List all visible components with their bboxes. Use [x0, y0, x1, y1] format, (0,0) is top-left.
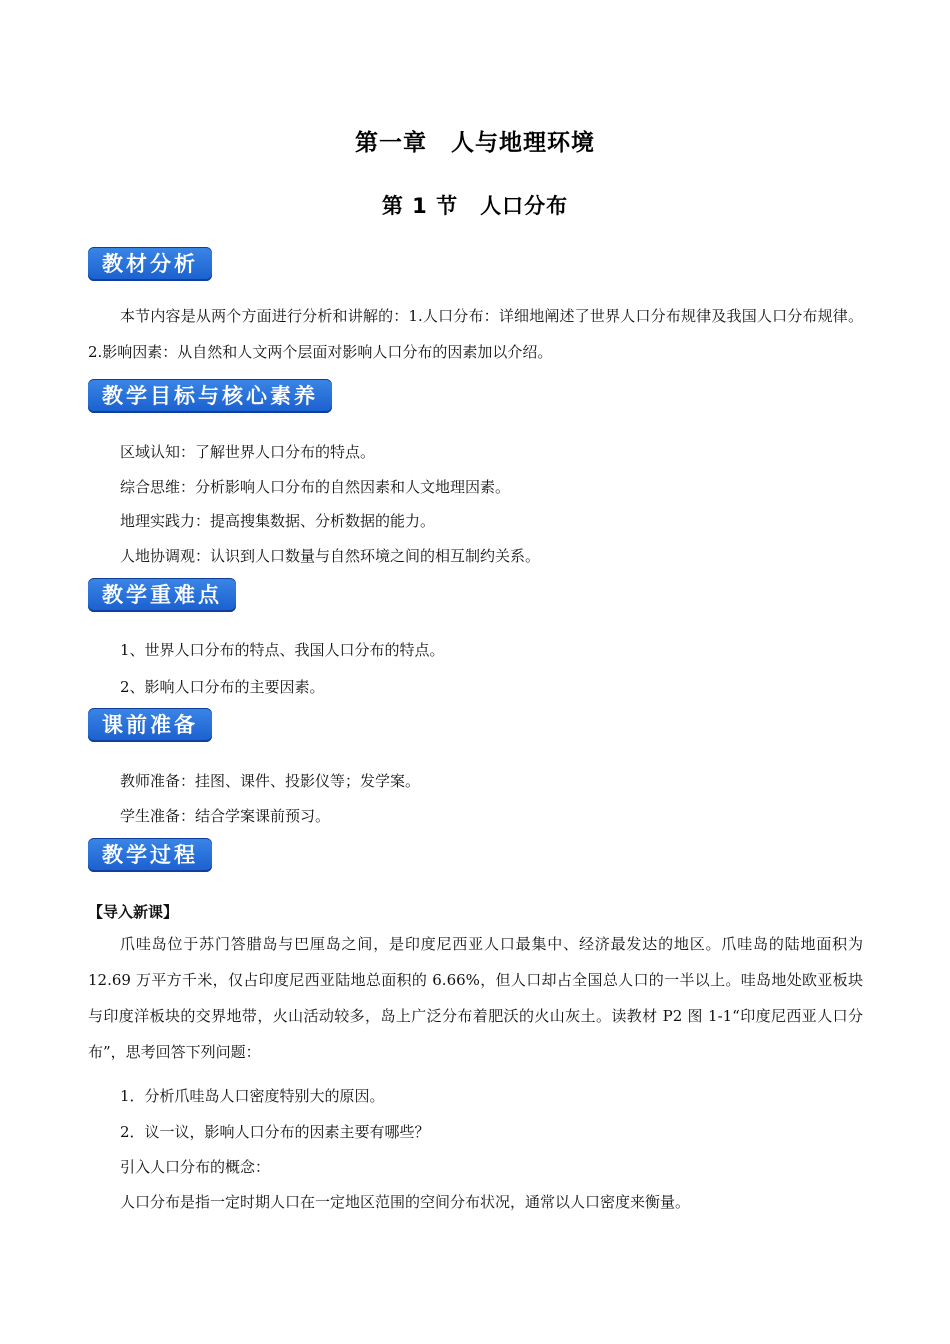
question-item: 1．分析爪哇岛人口密度特别大的原因。	[120, 1087, 385, 1105]
badge-process: 教学过程	[88, 838, 212, 872]
keypoint-item: 1、世界人口分布的特点、我国人口分布的特点。	[120, 641, 445, 659]
definition-text: 人口分布是指一定时期人口在一定地区范围的空间分布状况，通常以人口密度来衡量。	[120, 1193, 691, 1211]
keypoint-item: 2、影响人口分布的主要因素。	[120, 678, 325, 696]
lead-text: 引入人口分布的概念：	[120, 1158, 271, 1176]
section-title: 第 1 节 人口分布	[381, 194, 569, 218]
process-heading: 【导入新课】	[88, 903, 179, 921]
preparation-item: 教师准备：挂图、课件、投影仪等；发学案。	[120, 772, 421, 790]
badge-keypoints: 教学重难点	[88, 578, 236, 612]
badge-preparation: 课前准备	[88, 708, 212, 742]
analysis-paragraph: 本节内容是从两个方面进行分析和讲解的：1.人口分布：详细地阐述了世界人口分布规律及我国人口分布规律。2.影响因素：从自然和人文两个层面对影响人口分布的因素加以介绍。	[88, 307, 863, 361]
objective-item: 区域认知：了解世界人口分布的特点。	[120, 443, 376, 461]
process-intro-paragraph: 爪哇岛位于苏门答腊岛与巴厘岛之间，是印度尼西亚人口最集中、经济最发达的地区。爪哇岛的陆地面积为 12.69 万平方千米，仅占印度尼西亚陆地总面积的 6.66%，但人口却占全国总人口的一半以上。哇岛地处欧亚板块与印度洋板块的交界地带，火山活动较多，岛上广泛分布着肥沃的火山灰土。读教材 P2 图 1-1“印度尼西亚人口分布”，思考回答下列问题：	[88, 935, 863, 1061]
objective-item: 人地协调观：认识到人口数量与自然环境之间的相互制约关系。	[120, 547, 541, 565]
preparation-item: 学生准备：结合学案课前预习。	[120, 807, 331, 825]
badge-analysis: 教材分析	[88, 247, 212, 281]
badge-objectives: 教学目标与核心素养	[88, 379, 332, 413]
objective-item: 综合思维：分析影响人口分布的自然因素和人文地理因素。	[120, 478, 511, 496]
question-item: 2．议一议，影响人口分布的因素主要有哪些？	[120, 1123, 430, 1141]
objective-item: 地理实践力：提高搜集数据、分析数据的能力。	[120, 512, 436, 530]
chapter-title: 第一章 人与地理环境	[355, 130, 595, 156]
